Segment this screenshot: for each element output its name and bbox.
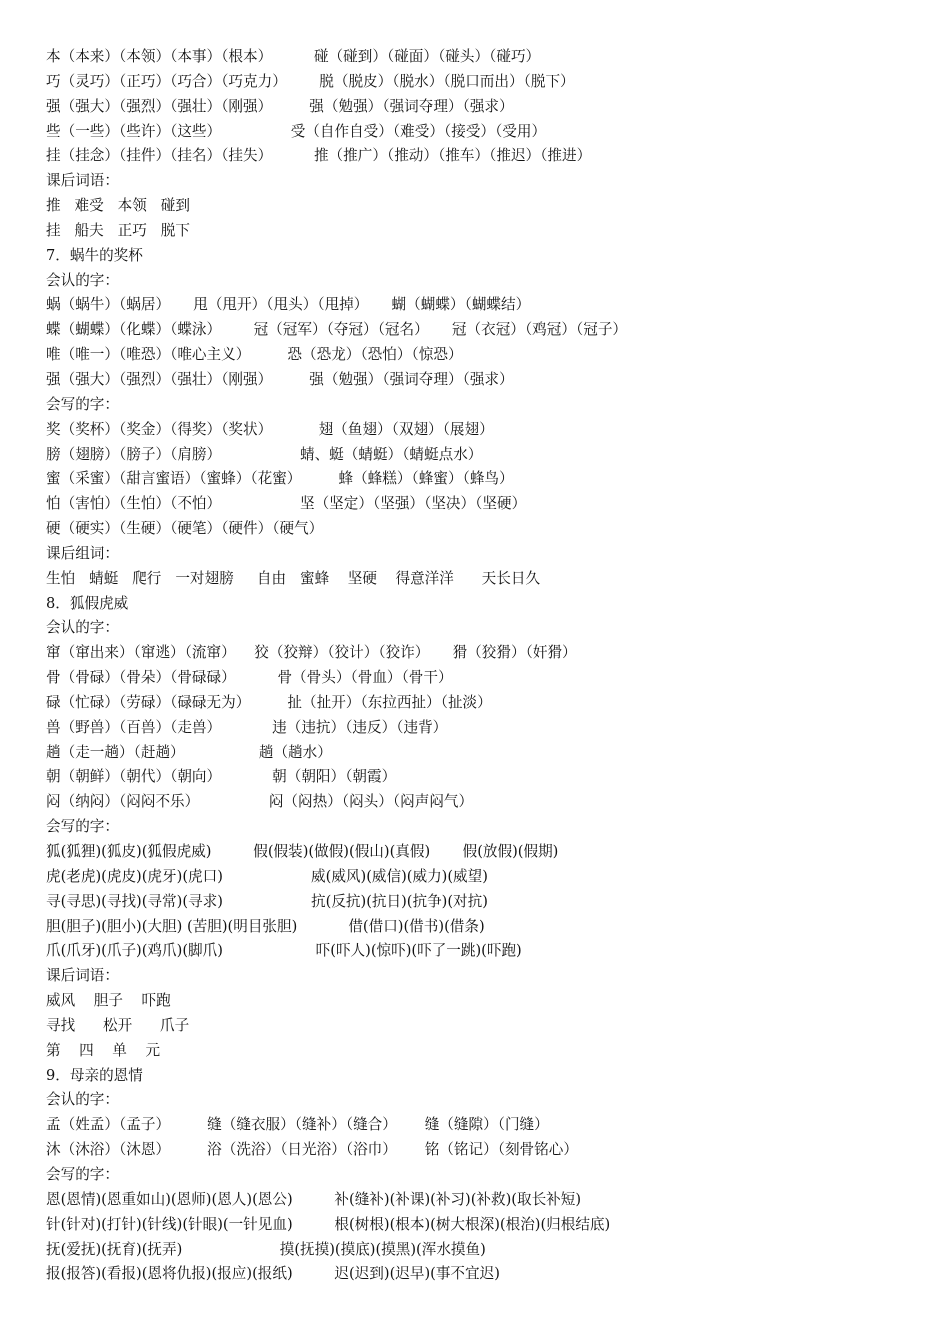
- lesson-title: 9．母亲的恩情: [46, 1066, 143, 1084]
- text-line: 寻找 松开 爪子: [46, 1016, 190, 1034]
- text-line: 强（强大）（强烈）（强壮）（刚强） 强（勉强）（强词夺理）（强求）: [46, 370, 514, 388]
- text-line: 趟（走一趟）（赶趟） 趟（趟水）: [46, 743, 332, 761]
- document-page: [46, 45, 926, 1287]
- unit-heading: 第 四 单 元: [46, 1041, 161, 1059]
- text-line: 窜（窜出来）（窜逃）（流窜） 狡（狡辩）（狡计）（狡诈） 猾（狡猾）（奸猾）: [46, 644, 577, 662]
- text-line: 沐（沐浴）（沐恩） 浴（洗浴）（日光浴）（浴巾） 铭（铭记）（刻骨铭心）: [46, 1141, 578, 1159]
- text-line: 兽（野兽）（百兽）（走兽） 违（违抗）（违反）（违背）: [46, 718, 448, 736]
- text-line: 报(报答)(看报)(恩将仇报)(报应)(报纸) 迟(迟到)(迟早)(事不宜迟): [46, 1265, 500, 1283]
- text-line: 奖（奖杯）（奖金）（得奖）（奖状） 翅（鱼翅）（双翅）（展翅）: [46, 420, 494, 438]
- section-label: 会认的字：: [46, 271, 119, 289]
- text-line: 蝶（蝴蝶）（化蝶）（蝶泳） 冠（冠军）（夺冠）（冠名） 冠（衣冠）（鸡冠）（冠子）: [46, 321, 628, 339]
- text-line: 蜜（采蜜）（甜言蜜语）（蜜蜂）（花蜜） 蜂（蜂糕）（蜂蜜）（蜂鸟）: [46, 470, 514, 488]
- text-line: 抚(爱抚)(抚育)(抚弄) 摸(抚摸)(摸底)(摸黑)(浑水摸鱼): [46, 1240, 486, 1258]
- text-line: 虎(老虎)(虎皮)(虎牙)(虎口) 威(威风)(威信)(威力)(威望): [46, 867, 488, 885]
- text-line: 恩(恩情)(恩重如山)(恩师)(恩人)(恩公) 补(缝补)(补课)(补习)(补救)(取长补短): [46, 1190, 582, 1208]
- text-line: 狐(狐狸)(狐皮)(狐假虎威) 假(假装)(做假)(假山)(真假) 假(放假)(假期): [46, 843, 559, 860]
- section-label: 会认的字：: [46, 619, 119, 637]
- section-label: 课后词语：: [46, 967, 119, 985]
- section-label: 会写的字：: [46, 818, 119, 836]
- text-line: 朝（朝鲜）（朝代）（朝向） 朝（朝阳）（朝霞）: [46, 768, 397, 786]
- text-line: 挂 船夫 正巧 脱下: [46, 221, 190, 239]
- text-line: 巧（灵巧）（正巧）（巧合）（巧克力） 脱（脱皮）（脱水）（脱口而出）（脱下）: [46, 72, 575, 90]
- text-line: 碌（忙碌）（劳碌）（碌碌无为） 扯（扯开）（东拉西扯）（扯淡）: [46, 693, 492, 711]
- section-label: 会认的字：: [46, 1091, 119, 1109]
- text-line: 闷（纳闷）（闷闷不乐） 闷（闷热）（闷头）（闷声闷气）: [46, 793, 474, 811]
- text-line: 怕（害怕）（生怕）（不怕） 坚（坚定）（坚强）（坚决）（坚硬）: [46, 495, 527, 513]
- text-line: 威风 胆子 吓跑: [46, 992, 171, 1010]
- text-line: 膀（翅膀）（膀子）（肩膀） 蜻、蜓（蜻蜓）（蜻蜓点水）: [46, 445, 483, 463]
- section-label: 会写的字：: [46, 395, 119, 413]
- text-line: 强（强大）（强烈）（强壮）（刚强） 强（勉强）（强词夺理）（强求）: [46, 97, 514, 115]
- text-line: 寻(寻思)(寻找)(寻常)(寻求) 抗(反抗)(抗日)(抗争)(对抗): [46, 892, 488, 910]
- text-line: 爪(爪牙)(爪子)(鸡爪)(脚爪) 吓(吓人)(惊吓)(吓了一跳)(吓跑): [46, 942, 522, 960]
- text-line: 本（本来）（本领）（本事）（根本） 碰（碰到）（碰面）（碰头）（碰巧）: [46, 48, 541, 65]
- section-label: 课后组词：: [46, 544, 119, 562]
- text-line: 针(针对)(打针)(针线)(针眼)(一针见血) 根(树根)(根本)(树大根深)(根治)(归根结底): [46, 1215, 611, 1233]
- text-line: 蜗（蜗牛）（蜗居） 甩（甩开）（甩头）（甩掉） 蝴（蝴蝶）（蝴蝶结）: [46, 296, 531, 314]
- lesson-title: 7．蜗牛的奖杯: [46, 246, 143, 264]
- text-line: 些（一些）（些许）（这些） 受（自作自受）（难受）（接受）（受用）: [46, 122, 547, 140]
- text-line: 唯（唯一）（唯恐）（唯心主义） 恐（恐龙）（恐怕）（惊恐）: [46, 346, 463, 364]
- section-label: 会写的字：: [46, 1165, 119, 1183]
- text-line: 胆(胆子)(胆小)(大胆) (苦胆)(明目张胆) 借(借口)(借书)(借条): [46, 917, 485, 935]
- text-line: 骨（骨碌）（骨朵）（骨碌碌） 骨（骨头）（骨血）（骨干）: [46, 669, 453, 687]
- lesson-title: 8．狐假虎威: [46, 594, 129, 612]
- text-line: 生怕 蜻蜓 爬行 一对翅膀 自由 蜜蜂 坚硬 得意洋洋 天长日久: [46, 569, 541, 587]
- text-line: 挂（挂念）（挂件）（挂名）（挂失） 推（推广）（推动）（推车）（推迟）（推进）: [46, 147, 592, 165]
- text-line: 硬（硬实）（生硬）（硬笔）（硬件）（硬气）: [46, 520, 324, 538]
- text-line: 推 难受 本领 碰到: [46, 197, 190, 215]
- section-label: 课后词语：: [46, 172, 119, 190]
- text-line: 孟（姓孟）（孟子） 缝（缝衣服）（缝补）（缝合） 缝（缝隙）（门缝）: [46, 1116, 549, 1134]
